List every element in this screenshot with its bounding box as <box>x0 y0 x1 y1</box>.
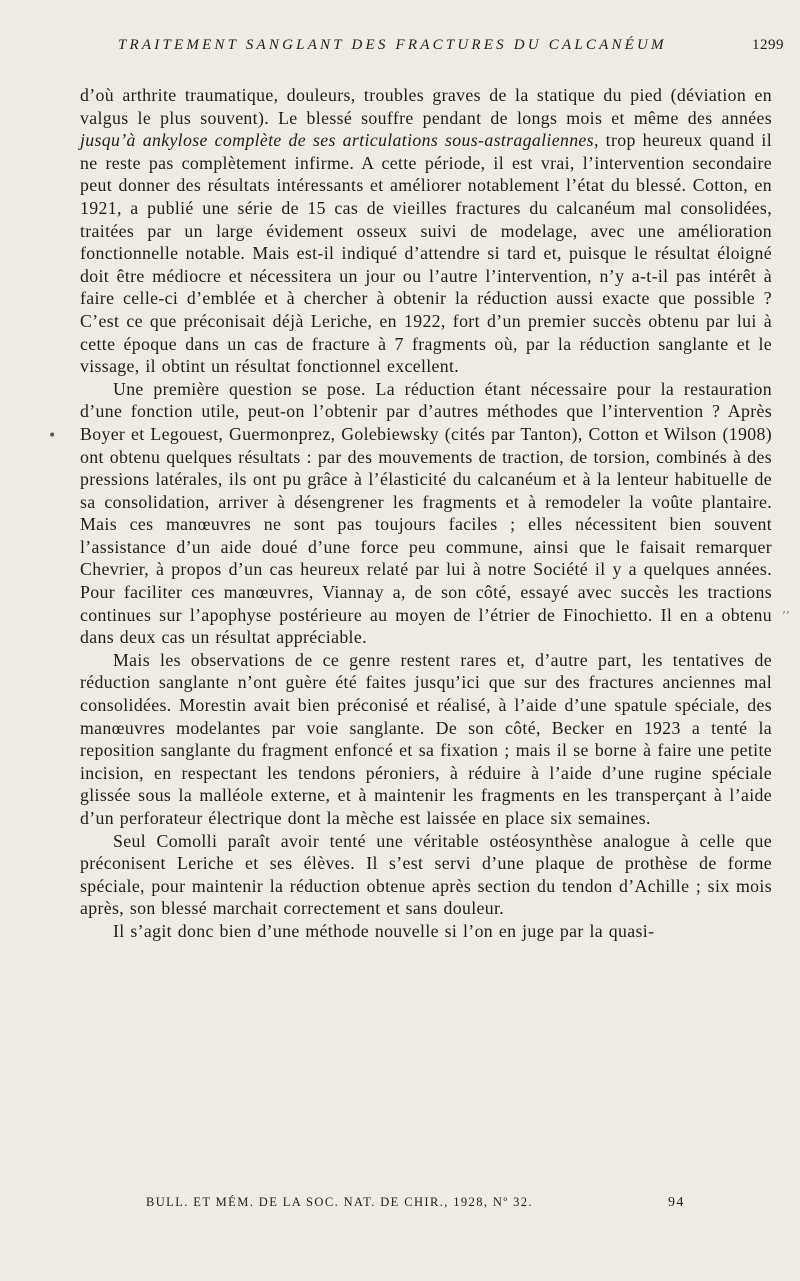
page-number: 1299 <box>752 37 784 53</box>
text-run: Une première question se pose. La réduction étant nécessaire pour la restauration d’une fonction utile, peut-on l’obtenir par d’autres méthodes que l’intervention ? Après Boyer et Legouest, Guermonprez, Golebiewsky (cités par Tanton), Cotton et Wilson (1908) ont obtenu quelques résultats : par des mouvements de traction, de torsion, combinés à des pressions latérales, ils ont pu grâce à l’élasticité du calcanéum et à la lenteur habituelle de sa consolidation, arriver à désengrener les fragments et à remodeler la voûte plantaire. Mais ces manœuvres ne sont pas toujours faciles ; elles nécessitent bien souvent l’assistance d’un aide doué d’une force peu commune, ainsi que le faisait remarquer Chevrier, à propos d’un cas heureux relaté par lui à notre Société il y a quelques années. Pour faciliter ces manœuvres, Viannay a, de son côté, essayé avec succès les tractions continues sur l’apophyse postérieure au moyen de l’étrier de Finochietto. Il en a obtenu dans deux cas un résultat appréciable. <box>80 378 772 648</box>
text-run: Seul Comolli paraît avoir tenté une véritable ostéosynthèse analogue à celle que préconisent Leriche et ses élèves. Il s’est servi d’une plaque de prothèse de forme spéciale, pour maintenir la réduction obtenue après section du tendon d’Achille ; six mois après, son blessé marchait correctement et sans douleur. <box>80 830 772 919</box>
body-text <box>80 84 772 943</box>
paragraph <box>80 378 772 649</box>
text-run: , trop heureux quand il ne reste pas complètement infirme. A cette période, il est vrai, l’intervention secondaire peut donner des résultats intéressants et améliorer notablement l’état du blessé. Cotton, en 1921, a publié une série de 15 cas de vieilles fractures du calcanéum mal consolidées, traitées par un large évidement osseux suivi de modelage, avec une amélioration fonctionnelle notable. Mais est-il indiqué d’attendre si tard et, puisque le résultat éloigné doit être médiocre et nécessitera un jour ou l’autre l’intervention, n’y a-t-il pas intérêt à faire celle-ci d’emblée et à chercher à obtenir la réduction aussi exacte que possible ? C’est ce que préconisait déjà Leriche, en 1922, fort d’un premier succès obtenu par lui à cette époque dans un cas de fracture à 7 fragments où, par la réduction sanglante et le vissage, il obtint un résultat fonctionnel excellent. <box>80 130 773 377</box>
paragraph <box>80 830 772 920</box>
journal-reference: BULL. ET MÉM. DE LA SOC. NAT. DE CHIR., 1928, Nº 32. <box>146 1195 533 1209</box>
margin-mark-right: ’’ <box>782 609 790 623</box>
text-run: Mais les observations de ce genre restent rares et, d’autre part, les tentatives de réduction sanglante n’ont guère été faites jusqu’ici que sur des fractures anciennes mal consolidées. Morestin avait bien préconisé et réalisé, à l’aide d’une spatule spéciale, des manœuvres modelantes par voie sanglante. De son côté, Becker en 1923 a tenté la reposition sanglante du fragment enfoncé et sa fixation ; mais il se borne à faire une petite incision, en respectant les tendons péroniers, à réduire à l’aide d’une rugine spéciale glissée sous la malléole externe, et à maintenir les fragments en les transperçant à l’aide d’un perforateur électrique dont la mèche est laissée en place six semaines. <box>80 649 772 828</box>
paragraph <box>80 920 772 943</box>
paragraph <box>80 84 772 378</box>
running-title: TRAITEMENT SANGLANT DES FRACTURES DU CALCANÉUM <box>118 37 667 53</box>
text-run: d’où arthrite traumatique, douleurs, troubles graves de la statique du pied (déviation en valgus le plus souvent). Le blessé souffre pendant de longs mois et même des années <box>80 85 772 128</box>
margin-mark-left: • <box>48 428 57 444</box>
signature-number: 94 <box>668 1195 685 1210</box>
text-run: Il s’agit donc bien d’une méthode nouvelle si l’on en juge par la quasi- <box>113 920 655 941</box>
paragraph <box>80 649 772 830</box>
italic-text: jusqu’à ankylose complète de ses articulations sous-astragaliennes <box>80 130 594 151</box>
